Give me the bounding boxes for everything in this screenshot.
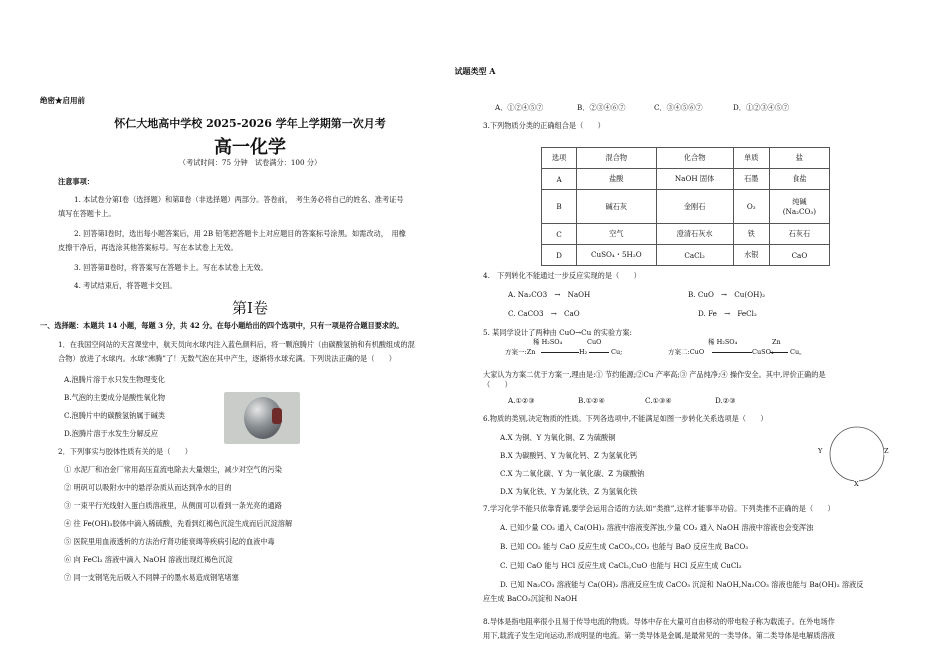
q7-option-d-line-1: D. 已知 Na₂CO₃ 溶液能与 Ca(OH)₂ 溶液反应生成 CaCO₃ 沉淀和 NaOH,Na₂CO₃ 溶液也能与 Ba(OH)₂ 溶液反 xyxy=(500,580,864,589)
q1-option-b: B.气泡的主要成分是酸性氧化物 xyxy=(64,393,166,402)
q6-stem: 6.物质的类别,决定物质的性质。下列各选项中,不能满足如图一步转化关系选项是（ ） xyxy=(483,414,768,423)
table-cell-line: (Na₂CO₃) xyxy=(782,207,817,216)
q5-judgement-line-1: 大家认为方案二优于方案一,理由是:① 节约能源;②Cu 产率高;③ 产品纯净;④ 操作安全。其中,评价正确的是 xyxy=(483,370,826,379)
table-row xyxy=(542,245,830,266)
table-cell: CaO xyxy=(769,245,829,266)
table-cell: A xyxy=(542,169,577,190)
table-cell: 水银 xyxy=(733,245,769,266)
plan2-middle: CuSO₄ xyxy=(752,348,774,356)
table-cell: CuSO₄・5H₂O xyxy=(577,245,656,266)
label-y: Y xyxy=(818,447,823,455)
paper-type: 试题类型 A xyxy=(454,66,496,76)
plan1-end: Cu; xyxy=(611,348,623,356)
table-cell: 石墨 xyxy=(733,169,769,190)
q5-option-b: B.①②④ xyxy=(578,396,605,405)
q6-option-b: B.X 为碳酸钙、Y 为氧化钙、Z 为氢氧化钙 xyxy=(500,451,638,460)
q1-option-c: C.泡腾片中的碳酸氢钠属于碱类 xyxy=(64,411,165,420)
q7-option-c: C. 已知 CaO 能与 HCl 反应生成 CaCl₂,CuO 也能与 HCl 反应生成 CuCl₂ xyxy=(500,561,742,570)
table-header-cell: 单质 xyxy=(733,148,769,169)
plan1-arrow-1 xyxy=(541,352,579,353)
q2-item-7: ⑦ 同一支钢笔先后吸入不同牌子的墨水易造成钢笔堵塞 xyxy=(64,573,239,582)
q6-option-c: C.X 为二氧化碳、Y 为一氧化碳、Z 为碳酸钠 xyxy=(500,469,645,478)
exam-title: 怀仁大地高中学校 2025-2026 学年上学期第一次月考 xyxy=(114,117,386,130)
q2-item-3: ③ 一束平行光线射入蛋白质溶液里，从侧面可以看到一条光亮的通路 xyxy=(64,501,282,510)
table-cell: 食盐 xyxy=(769,169,829,190)
q5-option-c: C.①③④ xyxy=(645,396,672,405)
table-cell: 金刚石 xyxy=(656,190,733,224)
q6-option-d: D.X 为氧化铁、Y 为氯化铁、Z 为氢氧化铁 xyxy=(500,487,638,496)
q1-stem-line-1: 1．在我国空间站的天宫课堂中，航天员向水球内注入蓝色颜料后，将一颗泡腾片（由碳酸氢钠和有机酸组成的混 xyxy=(58,340,415,349)
table-header-cell: 选项 xyxy=(542,148,577,169)
classification-table xyxy=(541,147,830,266)
table-header-row xyxy=(542,148,830,169)
table-cell: 澄清石灰水 xyxy=(656,224,733,245)
q2-option-a: A．①②④⑤⑦ xyxy=(495,103,544,112)
plan1-middle: H₂ xyxy=(579,348,588,356)
q3-stem: 3.下列物质分类的正确组合是（ ） xyxy=(483,121,605,130)
q5-option-a: A.①②③ xyxy=(508,396,535,405)
notice-item-1-line-2: 填写在答题卡上。 xyxy=(58,209,116,218)
confidential-mark: 绝密★启用前 xyxy=(40,96,85,105)
plan2-end: Cu。 xyxy=(790,348,806,356)
table-cell: 铁 xyxy=(733,224,769,245)
q5-option-d: D.②③ xyxy=(715,396,736,405)
plan1-reagent-2: CuO xyxy=(587,338,602,346)
plan2-arrow-2 xyxy=(770,352,788,353)
q2-item-5: ⑤ 医院里用血液透析的方法治疗肾功能衰竭等疾病引起的血液中毒 xyxy=(64,537,275,546)
table-header-cell: 混合物 xyxy=(577,148,656,169)
table-cell: CaCl₂ xyxy=(656,245,733,266)
q4-option-c: C. CaCO3 → CaO xyxy=(508,309,580,318)
q2-item-6: ⑥ 向 FeCl₃ 溶液中滴入 NaOH 溶液出现红褐色沉淀 xyxy=(64,555,233,564)
section-1-heading: 一、选择题：本题共 14 小题，每题 3 分，共 42 分。在每小题给出的四个选项中，只有一项是符合题目要求的。 xyxy=(40,321,404,330)
table-cell: NaOH 固体 xyxy=(656,169,733,190)
table-header-cell: 化合物 xyxy=(656,148,733,169)
q4-option-b: B. CuO → Cu(OH)₂ xyxy=(688,290,766,299)
cycle-circle xyxy=(830,427,884,481)
table-cell xyxy=(769,190,829,224)
exam-info: （考试时间：75 分钟 试卷满分：100 分） xyxy=(178,158,322,167)
plan2-reagent-2: Zn xyxy=(772,338,781,346)
notice-item-4: 4. 考试结束后，将答题卡交回。 xyxy=(74,281,177,290)
q1-stem-line-2: 合物）放进了水球内。水球“沸腾”了！无数气泡在其中产生，逐渐将水球充满。下列说法正确的是（ ） xyxy=(58,354,396,363)
q4-option-d: D. Fe → FeCl₂ xyxy=(698,309,757,318)
q5-stem: 5. 某同学设计了两种由 CuO→Cu 的实验方案: xyxy=(483,328,632,337)
plan2-start: 方案二:CuO xyxy=(668,348,705,356)
q7-stem: 7.学习化学不能只依靠背诵,要学会运用合适的方法,如“类推”,这样才能事半功倍。下列类推不正确的是（ ） xyxy=(483,504,835,513)
table-cell: 空气 xyxy=(577,224,656,245)
q7-option-a: A. 已知少量 CO₂ 通入 Ca(OH)₂ 溶液中溶液变浑浊,少量 CO₂ 通入 NaOH 溶液中溶液也会变浑浊 xyxy=(500,523,814,532)
table-cell: D xyxy=(542,245,577,266)
table-row xyxy=(542,169,830,190)
q2-option-c: C．③④⑤⑥⑦ xyxy=(654,103,703,112)
volume-title: 第Ⅰ卷 xyxy=(232,299,268,317)
table-cell: 盐酸 xyxy=(577,169,656,190)
notice-title: 注意事项： xyxy=(58,177,94,186)
q2-option-d: D．①②③④⑤⑦ xyxy=(733,103,790,112)
table-header-cell: 盐 xyxy=(769,148,829,169)
tablet-image xyxy=(272,408,282,424)
effervescent-tablet-photo xyxy=(224,392,300,444)
q2-item-1: ① 水泥厂和冶金厂常用高压直流电除去大量烟尘，减少对空气的污染 xyxy=(64,465,282,474)
plan1-reagent-1: 稀 H₂SO₄ xyxy=(533,338,563,346)
q7-option-d-line-2: 应生成 BaCO₃沉淀和 NaOH xyxy=(483,594,578,603)
table-row xyxy=(542,190,830,224)
q7-option-b: B. 已知 CO₂ 能与 CaO 反应生成 CaCO₃,CO₂ 也能与 BaO 反应生成 BaCO₃ xyxy=(500,542,749,551)
q4-stem: 4. 下列转化不能通过一步反应实现的是（ ） xyxy=(483,271,641,280)
notice-item-3: 3. 回答第Ⅱ卷时，将答案写在答题卡上。写在本试卷上无效。 xyxy=(74,263,268,272)
q1-option-a: A.泡腾片溶于水只发生物理变化 xyxy=(64,375,165,384)
notice-item-2-line-2: 皮擦干净后，再选涂其他答案标号。写在本试卷上无效。 xyxy=(58,243,238,252)
label-x: X xyxy=(854,480,859,488)
q2-stem: 2．下列事实与胶体性质有关的是（ ） xyxy=(58,447,192,456)
table-cell-line: 纯碱 xyxy=(792,197,807,206)
notice-item-2-line-1: 2. 回答第Ⅰ卷时，选出每小题答案后，用 2B 铅笔把答题卡上对应题目的答案标号涂黑。如需改动， 用橡 xyxy=(74,229,406,238)
conversion-cycle-diagram xyxy=(821,425,893,483)
table-cell: 碱石灰 xyxy=(577,190,656,224)
subject-title: 高一化学 xyxy=(214,137,286,158)
q2-option-b: B．②③④⑥⑦ xyxy=(577,103,626,112)
q6-option-a: A.X 为铜、Y 为氧化铜、Z 为硫酸铜 xyxy=(500,433,616,442)
q5-judgement-line-2: （ ） xyxy=(483,380,512,389)
table-cell: O₃ xyxy=(733,190,769,224)
table-cell: C xyxy=(542,224,577,245)
notice-item-1-line-1: 1. 本试卷分第Ⅰ卷（选择题）和第Ⅱ卷（非选择题）两部分。答卷前， 考生务必将自己的姓名、准考证号 xyxy=(74,195,404,204)
q2-item-4: ④ 往 Fe(OH)₃胶体中滴入稀硫酸，先看到红褐色沉淀生成而后沉淀溶解 xyxy=(64,519,293,528)
table-cell: B xyxy=(542,190,577,224)
table-row xyxy=(542,224,830,245)
plan1-arrow-2 xyxy=(589,352,609,353)
q8-stem-line-1: 8.导体是指电阻率很小且易于传导电流的物质。导体中存在大量可自由移动的带电粒子称为载流子。在外电场作 xyxy=(483,617,835,626)
q1-option-d: D.泡腾片溶于水发生分解反应 xyxy=(64,429,159,438)
table-cell: 石灰石 xyxy=(769,224,829,245)
plan2-reagent-1: 稀 H₂SO₄ xyxy=(708,338,738,346)
plan2-arrow-1 xyxy=(712,352,752,353)
q4-option-a: A. Na₂CO3 → NaOH xyxy=(508,290,591,299)
q2-item-2: ② 明矾可以吸附水中的悬浮杂质从而达到净水的目的 xyxy=(64,483,232,492)
plan1-start: 方案一:Zn xyxy=(505,348,536,356)
label-z: Z xyxy=(884,447,889,455)
q8-stem-line-2: 用下,载流子发生定向运动,形成明显的电流。第一类导体是金属,是最常见的一类导体。第二类导体是电解质溶液 xyxy=(483,631,835,640)
